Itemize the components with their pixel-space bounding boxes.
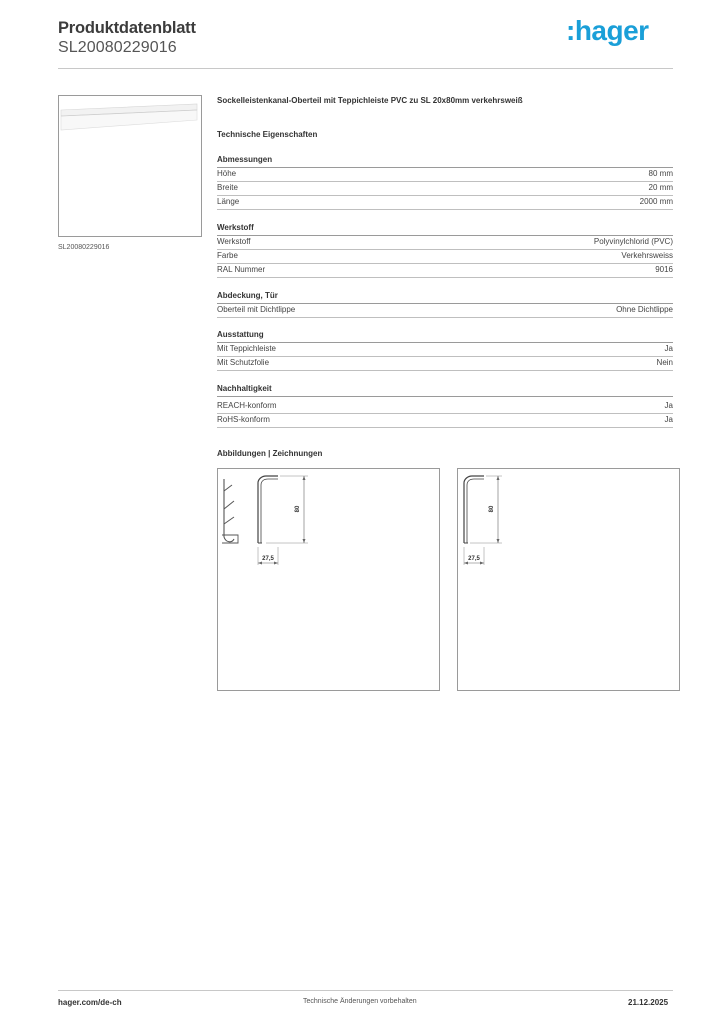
spec-row [217, 236, 673, 250]
group-title-nachhaltigkeit: Nachhaltigkeit [217, 384, 673, 397]
spec-value: Ja [664, 401, 673, 410]
spec-key: Länge [217, 197, 240, 206]
spec-key: RoHS-konform [217, 415, 270, 424]
dim-height-label: 80 [295, 505, 301, 513]
spec-value: Ja [664, 344, 673, 353]
footer-date: 21.12.2025 [628, 998, 669, 1007]
spec-row [217, 182, 673, 196]
dim-width-label: 27,5 [262, 556, 274, 562]
footer-note: Technische Änderungen vorbehalten [303, 998, 417, 1005]
spec-value: Verkehrsweiss [621, 251, 673, 260]
spec-value: 20 mm [648, 183, 673, 192]
spec-row [217, 250, 673, 264]
footer-divider [58, 990, 673, 991]
spec-row [217, 168, 673, 182]
page-title: Produktdatenblatt [58, 19, 196, 37]
spec-row [217, 357, 673, 371]
spec-key: Werkstoff [217, 237, 251, 246]
drawing-2-svg [458, 469, 679, 690]
spec-key: Farbe [217, 251, 238, 260]
spec-key: RAL Nummer [217, 265, 266, 274]
group-title-werkstoff: Werkstoff [217, 223, 673, 236]
hager-logo [566, 14, 658, 48]
spec-row [217, 414, 673, 428]
spec-value: 9016 [655, 265, 673, 274]
spec-key: Breite [217, 183, 238, 192]
group-title-ausstattung: Ausstattung [217, 330, 673, 343]
spec-key: Mit Teppichleiste [217, 344, 276, 353]
logo-text: :hager [566, 15, 649, 46]
group-title-abdeckung: Abdeckung, Tür [217, 291, 673, 304]
spec-row [217, 196, 673, 210]
drawings-heading: Abbildungen | Zeichnungen [217, 449, 323, 458]
dim-height-label: 80 [489, 505, 495, 513]
tech-properties-heading: Technische Eigenschaften [217, 130, 318, 139]
footer-website-link[interactable]: hager.com/de-ch [58, 998, 122, 1007]
spec-key: Höhe [217, 169, 237, 178]
spec-value: 80 mm [648, 169, 673, 178]
spec-key: Oberteil mit Dichtlippe [217, 305, 296, 314]
spec-row [217, 343, 673, 357]
technical-drawing-2 [457, 468, 680, 691]
technical-drawing-1 [217, 468, 440, 691]
spec-value: Ohne Dichtlippe [616, 305, 673, 314]
product-code: SL20080229016 [58, 39, 177, 56]
spec-key: Mit Schutzfolie [217, 358, 270, 367]
product-image [58, 95, 202, 237]
dim-width-label: 27,5 [468, 556, 480, 562]
spec-value: 2000 mm [639, 197, 673, 206]
drawing-1-svg [218, 469, 439, 690]
spec-row [217, 304, 673, 318]
spec-value: Polyvinylchlorid (PVC) [593, 237, 673, 246]
group-title-abmessungen: Abmessungen [217, 155, 673, 168]
spec-row [217, 400, 673, 414]
image-caption: SL20080229016 [58, 244, 110, 251]
product-illustration [59, 96, 201, 236]
spec-row [217, 264, 673, 278]
spec-key: REACH-konform [217, 401, 277, 410]
spec-value: Nein [656, 358, 673, 367]
spec-value: Ja [664, 415, 673, 424]
product-description: Sockelleistenkanal-Oberteil mit Teppichleiste PVC zu SL 20x80mm verkehrsweiß [217, 96, 523, 105]
header-divider [58, 68, 673, 69]
